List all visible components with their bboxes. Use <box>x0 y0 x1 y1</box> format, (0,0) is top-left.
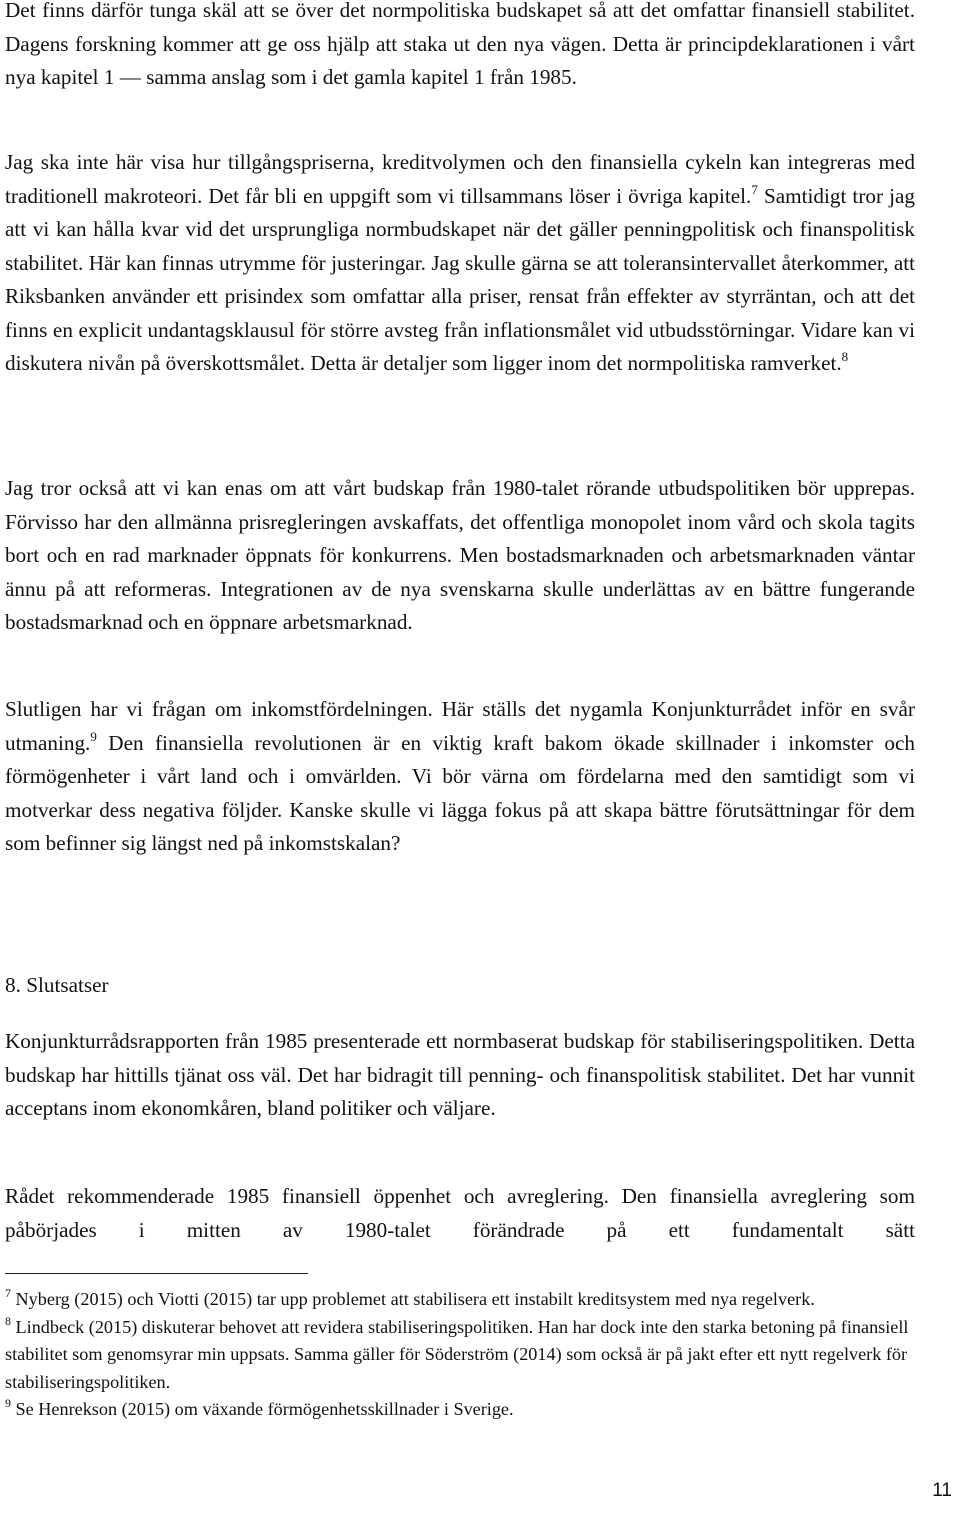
footnotes-section <box>5 1286 915 1424</box>
paragraph-inkomstfordelning-text-b: Den finansiella revolutionen är en viktig kraft bakom ökade skillnader i inkomster och förmögenheter i vårt land och i omvärlden. Vi bör värna om fördelarna med den samtidigt som vi motverkar dess negativa följder. Kanske skulle vi lägga fokus på att skapa bättre förutsättningar för dem som befinner sig längst ned på inkomstskalan? <box>5 730 915 855</box>
page-number: 11 <box>932 1480 952 1501</box>
footnote-item <box>5 1314 915 1397</box>
paragraph-utbudspolitik: Jag tror också att vi kan enas om att vårt budskap från 1980-talet rörande utbudspolitiken bör upprepas. Förvisso har den allmänna prisregleringen avskaffats, det offentliga monopolet inom vård och skola tagits bort och en rad marknader öppnats för konkurrens. Men bostadsmarknaden och arbetsmarknaden väntar ännu på att reformeras. Integrationen av de nya svenskarna skulle underlättas av en bättre fungerande bostadsmarknad och en öppnare arbetsmarknad. <box>5 476 915 634</box>
paragraph-makroteori-text-a: Jag ska inte här visa hur tillgångspriserna, kreditvolymen och den finansiella cykeln kan integreras med traditionell makroteori. Det får bli en uppgift som vi tillsammans löser i övriga kapitel. <box>5 150 915 208</box>
footnote-number: 7 <box>5 1286 11 1300</box>
paragraph-avreglering: Rådet rekommenderade 1985 finansiell öppenhet och avreglering. Den finansiella avreglering som påbörjades i mitten av 1980-talet förändrade på ett fundamentalt sätt <box>5 1184 915 1242</box>
section-heading: 8. Slutsatser <box>5 973 109 997</box>
paragraph-inkomstfordelning <box>5 693 915 861</box>
paragraph-inkomstfordelning-text-a: Slutligen har vi frågan om inkomstfördelningen. Här ställs det nygamla Konjunkturrådet inför en svår utmaning. <box>5 697 915 755</box>
footnote-text: Lindbeck (2015) diskuterar behovet att revidera stabiliseringspolitiken. Han har dock inte den starka betoning på finansiell stabilitet som genomsyrar min uppsats. Samma gäller för Söderström (2014) som också är på jakt efter ett nytt regelverk för stabiliseringspolitiken. <box>5 1316 909 1392</box>
paragraph-makroteori-text-b: Samtidigt tror jag att vi kan hålla kvar vid det ursprungliga normbudskapet när det gäller penningpolitisk och finanspolitisk stabilitet. Här kan finnas utrymme för justeringar. Jag skulle gärna se att toleransintervallet återkommer, att Riksbanken använder ett prisindex som omfattar alla priser, rensat från effekter av styrräntan, och att det finns en explicit undantagsklausul för större avsteg från inflationsmålet vid utbudsstörningar. Vidare kan vi diskutera nivån på överskottsmålet. Detta är detaljer som ligger inom det normpolitiska ramverket. <box>5 183 915 375</box>
paragraph-makroteori <box>5 146 915 381</box>
paragraph-intro: Det finns därför tunga skäl att se över det normpolitiska budskapet så att det omfattar finansiell stabilitet. Dagens forskning kommer att ge oss hjälp att staka ut den nya vägen. Detta är principdeklarationen i vårt nya kapitel 1 — samma anslag som i det gamla kapitel 1 från 1985. <box>5 0 915 89</box>
footnote-ref-8[interactable]: 8 <box>841 349 849 364</box>
footnote-item <box>5 1286 915 1314</box>
footnote-item <box>5 1396 915 1424</box>
footnote-number: 9 <box>5 1396 11 1410</box>
paragraph-slutsatser: Konjunkturrådsrapporten från 1985 presenterade ett normbaserat budskap för stabiliseringspolitiken. Detta budskap har hittills tjänat oss väl. Det har bidragit till penning- och finanspolitisk stabilitet. Det har vunnit acceptans inom ekonomkåren, bland politiker och väljare. <box>5 1029 915 1120</box>
footnote-divider <box>5 1273 308 1274</box>
footnote-ref-9[interactable]: 9 <box>90 728 97 744</box>
footnote-number: 8 <box>5 1313 11 1328</box>
footnote-text: Nyberg (2015) och Viotti (2015) tar upp problemet att stabilisera ett instabilt kreditsystem med nya regelverk. <box>11 1289 815 1309</box>
footnote-text: Se Henrekson (2015) om växande förmögenhetsskillnader i Sverige. <box>11 1399 514 1419</box>
footnote-ref-7[interactable]: 7 <box>751 181 758 197</box>
